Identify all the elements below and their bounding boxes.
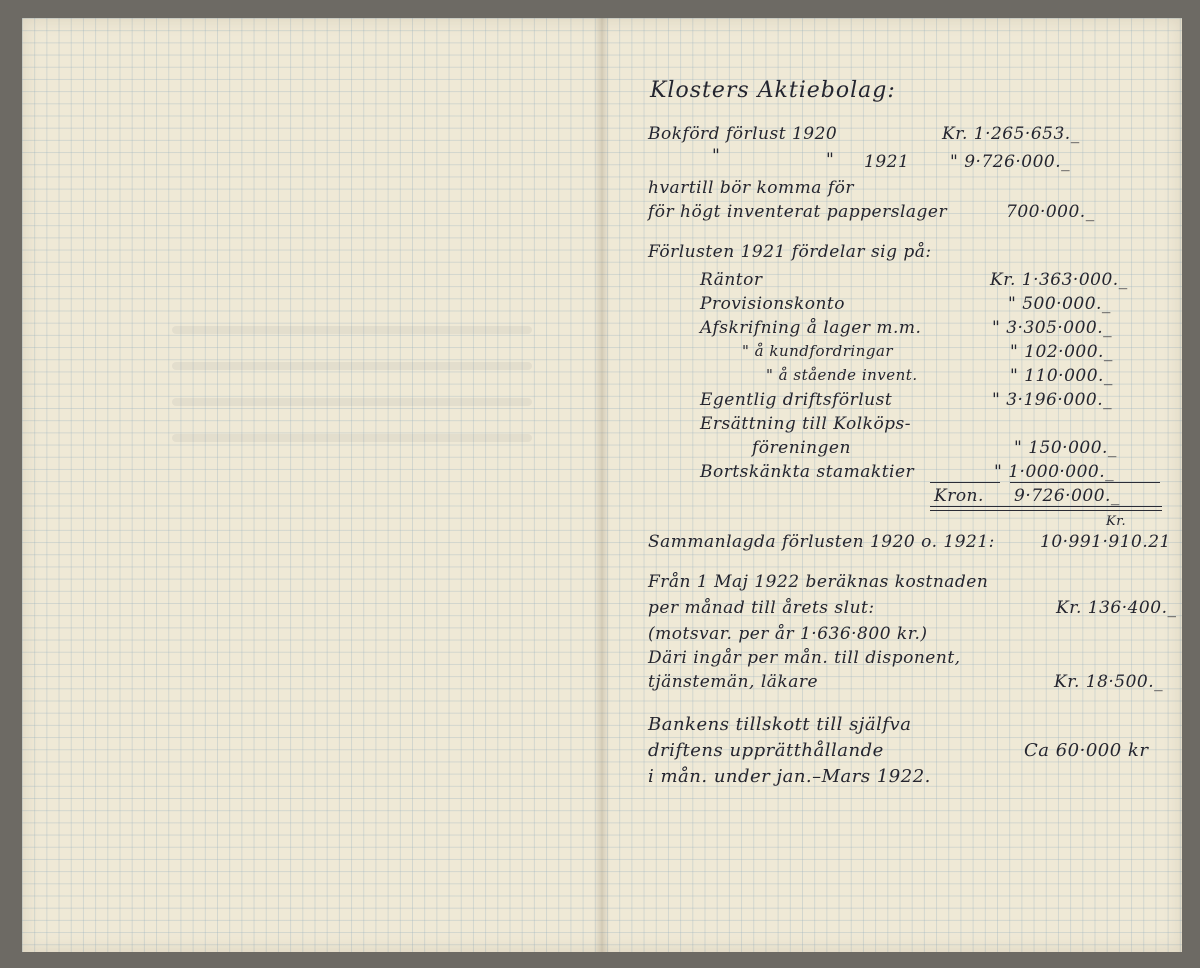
paper-stock-value: 700·000._: [1006, 202, 1095, 222]
breakdown-row-value: " 3·196·000._: [992, 390, 1113, 410]
breakdown-row-value: " 110·000._: [1010, 366, 1113, 386]
breakdown-row-label: Egentlig driftsförlust: [700, 390, 893, 410]
annual-equivalent: (motsvar. per år 1·636·800 kr.): [648, 624, 928, 644]
total-double-rule: [930, 506, 1162, 511]
book-loss-1921-value: " 9·726·000._: [950, 152, 1071, 172]
total-value: 9·726·000._: [1014, 486, 1120, 506]
bank-line-1: Bankens tillskott till själfva: [648, 714, 912, 735]
book-loss-1921-year: 1921: [864, 152, 910, 172]
ditto-mark: ": [826, 150, 835, 170]
bank-line-2-label: driftens upprätthållande: [648, 740, 884, 761]
subtotal-rule: [1010, 482, 1160, 483]
total-label: Kron.: [934, 486, 984, 506]
breakdown-row-label: föreningen: [752, 438, 851, 458]
total-box-rule: [930, 482, 1000, 483]
breakdown-row-value: Kr. 1·363·000._: [990, 270, 1128, 290]
breakdown-row-label: Ersättning till Kolköps-: [700, 414, 912, 434]
monthly-cost-label: per månad till årets slut:: [648, 598, 875, 618]
paper-stock-label: för högt inventerat papperslager: [648, 202, 948, 222]
breakdown-row-value: " 150·000._: [1014, 438, 1117, 458]
book-loss-1920-label: Bokförd förlust 1920: [648, 124, 838, 144]
breakdown-row-label: " å stående invent.: [766, 366, 918, 384]
breakdown-row-value: " 3·305·000._: [992, 318, 1113, 338]
combined-loss-value: 10·991·910.21: [1040, 532, 1171, 552]
breakdown-row-label: Afskrifning å lager m.m.: [700, 318, 922, 338]
breakdown-heading: Förlusten 1921 fördelar sig på:: [648, 242, 932, 262]
book-loss-1920-value: Kr. 1·265·653._: [942, 124, 1080, 144]
breakdown-row-value: " 1·000·000._: [994, 462, 1115, 482]
breakdown-row-label: Räntor: [700, 270, 763, 290]
salary-value: Kr. 18·500._: [1054, 672, 1164, 692]
currency-note: Kr.: [1106, 514, 1127, 529]
page-title: Klosters Aktiebolag:: [650, 78, 896, 103]
monthly-cost-line-1: Från 1 Maj 1922 beräknas kostnaden: [648, 572, 989, 592]
breakdown-row-label: Provisionskonto: [700, 294, 845, 314]
combined-loss-label: Sammanlagda förlusten 1920 o. 1921:: [648, 532, 995, 552]
book-loss-addition-text: hvartill bör komma för: [648, 178, 854, 198]
salary-line-1: Däri ingår per mån. till disponent,: [648, 648, 961, 668]
ditto-mark: ": [712, 146, 721, 166]
breakdown-row-label: Bortskänkta stamaktier: [700, 462, 915, 482]
monthly-cost-value: Kr. 136·400._: [1056, 598, 1177, 618]
breakdown-row-value: " 102·000._: [1010, 342, 1113, 362]
bank-line-3: i mån. under jan.–Mars 1922.: [648, 766, 931, 787]
breakdown-row-label: " å kundfordringar: [742, 342, 894, 360]
page-fold: [594, 18, 610, 952]
breakdown-row-value: " 500·000._: [1008, 294, 1111, 314]
bleed-through-shadow: [172, 298, 532, 478]
salary-label: tjänstemän, läkare: [648, 672, 819, 692]
bank-line-2-value: Ca 60·000 kr: [1024, 740, 1149, 761]
